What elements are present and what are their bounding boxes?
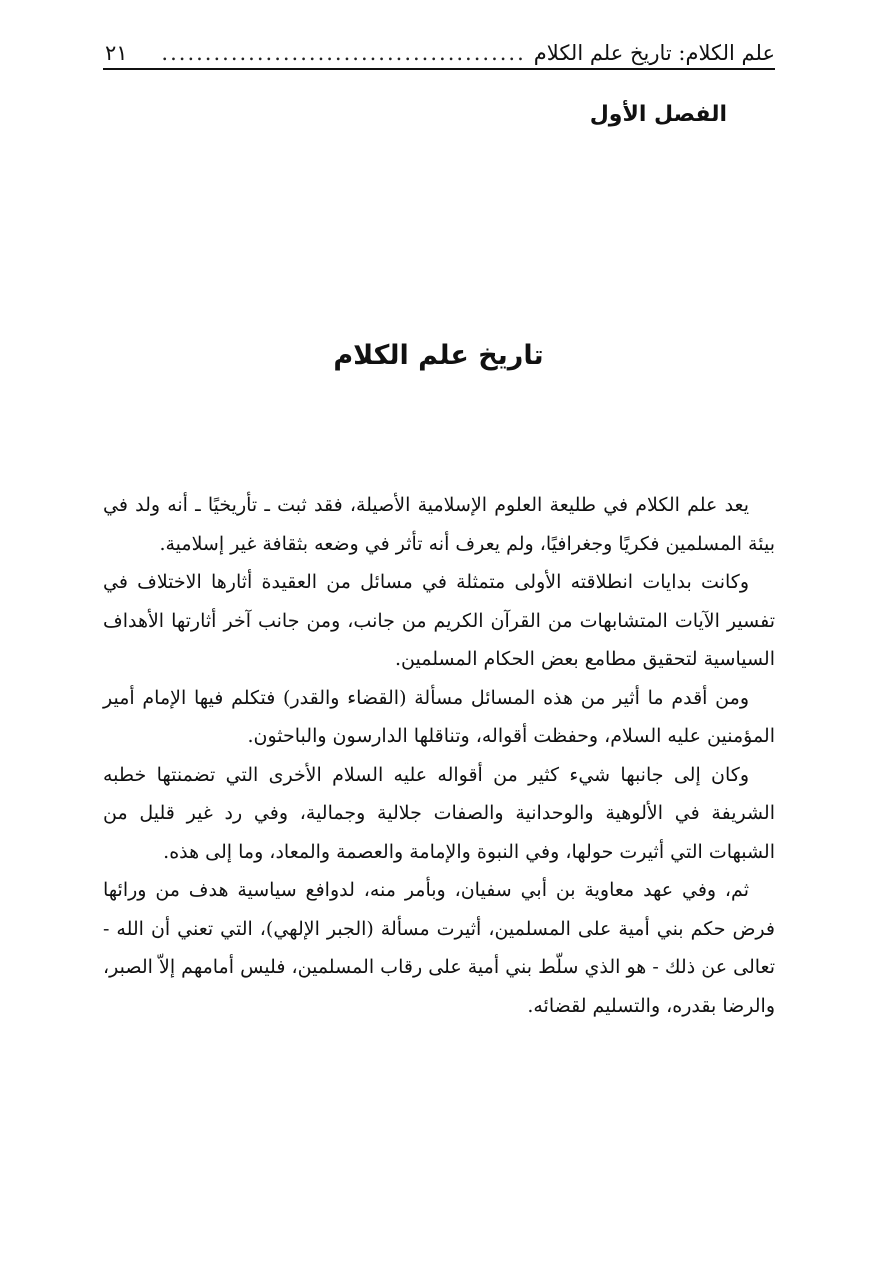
running-header	[103, 34, 775, 70]
paragraph-4: وكان إلى جانبها شيء كثير من أقواله عليه السلام الأخرى التي تضمنتها خطبه الشريفة في الألوهية والوحدانية والصفات جلالية وجمالية، وفي رد غير قليل من الشبهات التي أثيرت حولها، وفي النبوة والإمامة والعصمة والمعاد، وما إلى هذه.	[103, 763, 775, 863]
page-number: ٢١	[105, 41, 128, 65]
chapter-label: الفصل الأول	[589, 102, 727, 127]
paragraph-5: ثم، وفي عهد معاوية بن أبي سفيان، وبأمر منه، لدوافع سياسية هدف من ورائها فرض حكم بني أمية على المسلمين، أثيرت مسألة (الجبر الإلهي)، التي تعني أن الله - تعالى عن ذلك - هو الذي سلّط بني أمية على رقاب المسلمين، فليس أمامهم إلاّ الصبر، والرضا بقدره، والتسليم لقضائه.	[103, 879, 775, 1017]
dot-leader: ..........................................	[161, 41, 526, 65]
paragraph-2: وكانت بدايات انطلاقته الأولى متمثلة في مسائل من العقيدة أثارها الاختلاف في تفسير الآيات المتشابهات من القرآن الكريم من جانب، ومن جانب آخر أثارتها الأهداف السياسية لتحقيق مطامع بعض الحكام المسلمين.	[103, 571, 775, 670]
running-header-title: علم الكلام: تاريخ علم الكلام	[533, 41, 775, 65]
chapter-title: تاريخ علم الكلام	[333, 340, 544, 371]
paragraph-1: يعد علم الكلام في طليعة العلوم الإسلامية الأصيلة، فقد ثبت ـ تأريخيًا ـ أنه ولد في بيئة المسلمين فكريًا وجغرافيًا، ولم يعرف أنه تأثر في وضعه بثقافة غير إسلامية.	[103, 494, 775, 555]
paragraph-3: ومن أقدم ما أثير من هذه المسائل مسألة (القضاء والقدر) فتكلم فيها الإمام أمير المؤمنين عليه السلام، وحفظت أقواله، وتناقلها الدارسون والباحثون.	[103, 686, 775, 747]
body-text	[103, 486, 775, 1025]
